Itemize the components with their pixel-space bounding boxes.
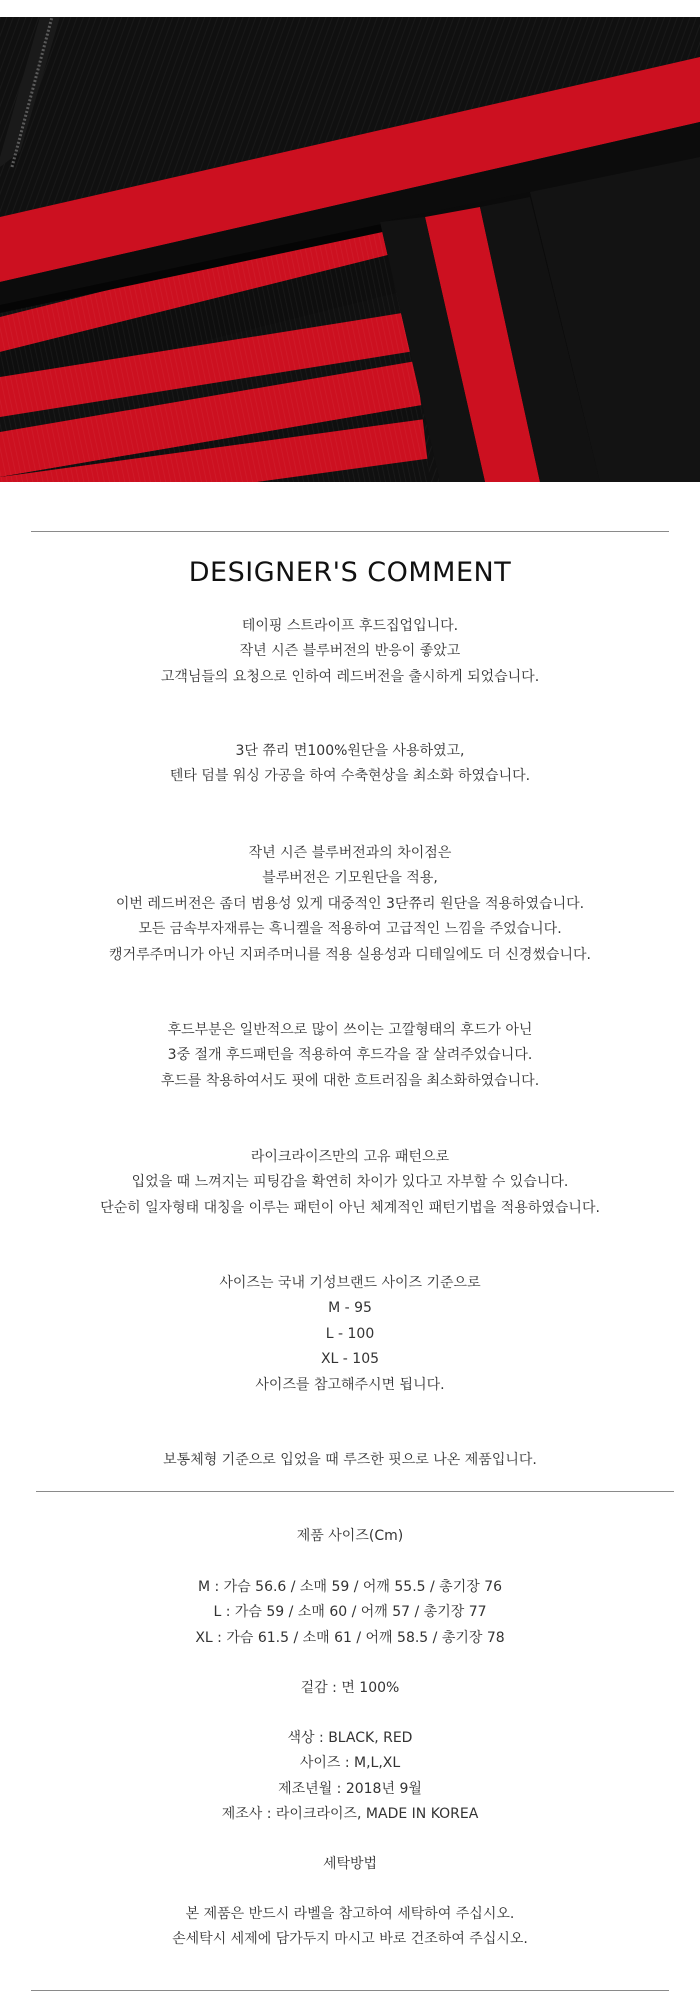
text-line: 사이즈를 참고해주시면 됩니다. <box>255 1376 445 1393</box>
top-divider <box>31 531 669 532</box>
detail-row: 제조사 : 라이크라이즈, MADE IN KOREA <box>221 1806 479 1823</box>
text-line: 사이즈는 국내 기성브랜드 사이즈 기준으로 <box>219 1275 481 1291</box>
intro-paragraph <box>0 614 700 690</box>
size-guide-paragraph <box>0 1271 700 1398</box>
text-line: 3중 절개 후드패턴을 적용하여 후드각을 잘 살려주었습니다. <box>167 1047 533 1064</box>
text-line: 단순히 일자형태 대칭을 이루는 패턴이 아닌 체계적인 패턴기법을 적용하였습니다. <box>100 1199 600 1216</box>
wash-instructions <box>0 1902 700 1953</box>
text-line: XL - 105 <box>320 1351 380 1368</box>
size-title: 제품 사이즈(Cm) <box>296 1528 404 1544</box>
pattern-paragraph <box>0 1145 700 1221</box>
text-line: 텐타 덤블 워싱 가공을 하여 수축현상을 최소화 하였습니다. <box>169 768 531 785</box>
text-line: 작년 시즌 블루버전과의 차이점은 <box>248 845 452 861</box>
detail-row: 제조년월 : 2018년 9월 <box>278 1780 422 1797</box>
wash-title: 세탁방법 <box>322 1856 378 1872</box>
detail-row: 사이즈 : M,L,XL <box>299 1755 401 1772</box>
product-details <box>0 1726 700 1828</box>
text-line: M - 95 <box>328 1300 372 1317</box>
size-measurements <box>0 1575 700 1651</box>
text-line: L - 100 <box>325 1325 375 1342</box>
text-line: 라이크라이즈만의 고유 패턴으로 <box>250 1149 450 1165</box>
text-line: 블루버전은 기모원단을 적용, <box>262 870 438 887</box>
middle-divider <box>36 1491 674 1492</box>
material: 겉감 : 면 100% <box>300 1680 400 1696</box>
text-line: 보통체형 기준으로 입었을 때 루즈한 핏으로 나온 제품입니다. <box>163 1452 537 1468</box>
text-line: 모든 금속부자재류는 흑니켈을 적용하여 고급적인 느낌을 주었습니다. <box>138 921 562 938</box>
designers-comment-heading: DESIGNER'S COMMENT <box>188 557 512 588</box>
striped-hoodie-closeup <box>0 17 700 482</box>
text-line: 고객님들의 요청으로 인하여 레드버전을 출시하게 되었습니다. <box>160 668 540 685</box>
detail-row: 색상 : BLACK, RED <box>287 1730 413 1746</box>
text-line: 작년 시즌 블루버전의 반응이 좋았고 <box>239 643 461 660</box>
fabric-paragraph <box>0 739 700 790</box>
product-detail-photo <box>0 17 700 482</box>
text-line: 캥거루주머니가 아닌 지퍼주머니를 적용 실용성과 디테일에도 더 신경썼습니다. <box>109 946 591 963</box>
difference-paragraph <box>0 841 700 968</box>
material-info <box>0 1676 700 1701</box>
text-line: 테이핑 스트라이프 후드집업입니다. <box>241 618 459 634</box>
size-row: XL : 가슴 61.5 / 소매 61 / 어깨 58.5 / 총기장 78 <box>195 1629 505 1646</box>
text-line: 이번 레드버전은 좀더 범용성 있게 대중적인 3단쮸리 원단을 적용하였습니다. <box>115 895 585 912</box>
fit-note <box>0 1448 700 1473</box>
bottom-divider <box>31 1990 669 1991</box>
text-line: 입었을 때 느껴지는 피팅감을 확연히 차이가 있다고 자부할 수 있습니다. <box>131 1174 569 1191</box>
wash-row: 본 제품은 반드시 라벨을 참고하여 세탁하여 주십시오. <box>185 1906 515 1922</box>
wash-title-block <box>0 1852 700 1877</box>
wash-row: 손세탁시 세제에 담가두지 마시고 바로 건조하여 주십시오. <box>172 1931 528 1948</box>
size-row: L : 가슴 59 / 소매 60 / 어깨 57 / 총기장 77 <box>213 1604 487 1621</box>
text-line: 후드부분은 일반적으로 많이 쓰이는 고깔형태의 후드가 아닌 <box>167 1022 533 1038</box>
hood-paragraph <box>0 1018 700 1094</box>
size-row: M : 가슴 56.6 / 소매 59 / 어깨 55.5 / 총기장 76 <box>197 1579 503 1595</box>
text-line: 3단 쮸리 면100%원단을 사용하였고, <box>235 743 465 759</box>
size-table-title <box>0 1524 700 1549</box>
text-line: 후드를 착용하여서도 핏에 대한 흐트러짐을 최소화하였습니다. <box>160 1072 540 1089</box>
